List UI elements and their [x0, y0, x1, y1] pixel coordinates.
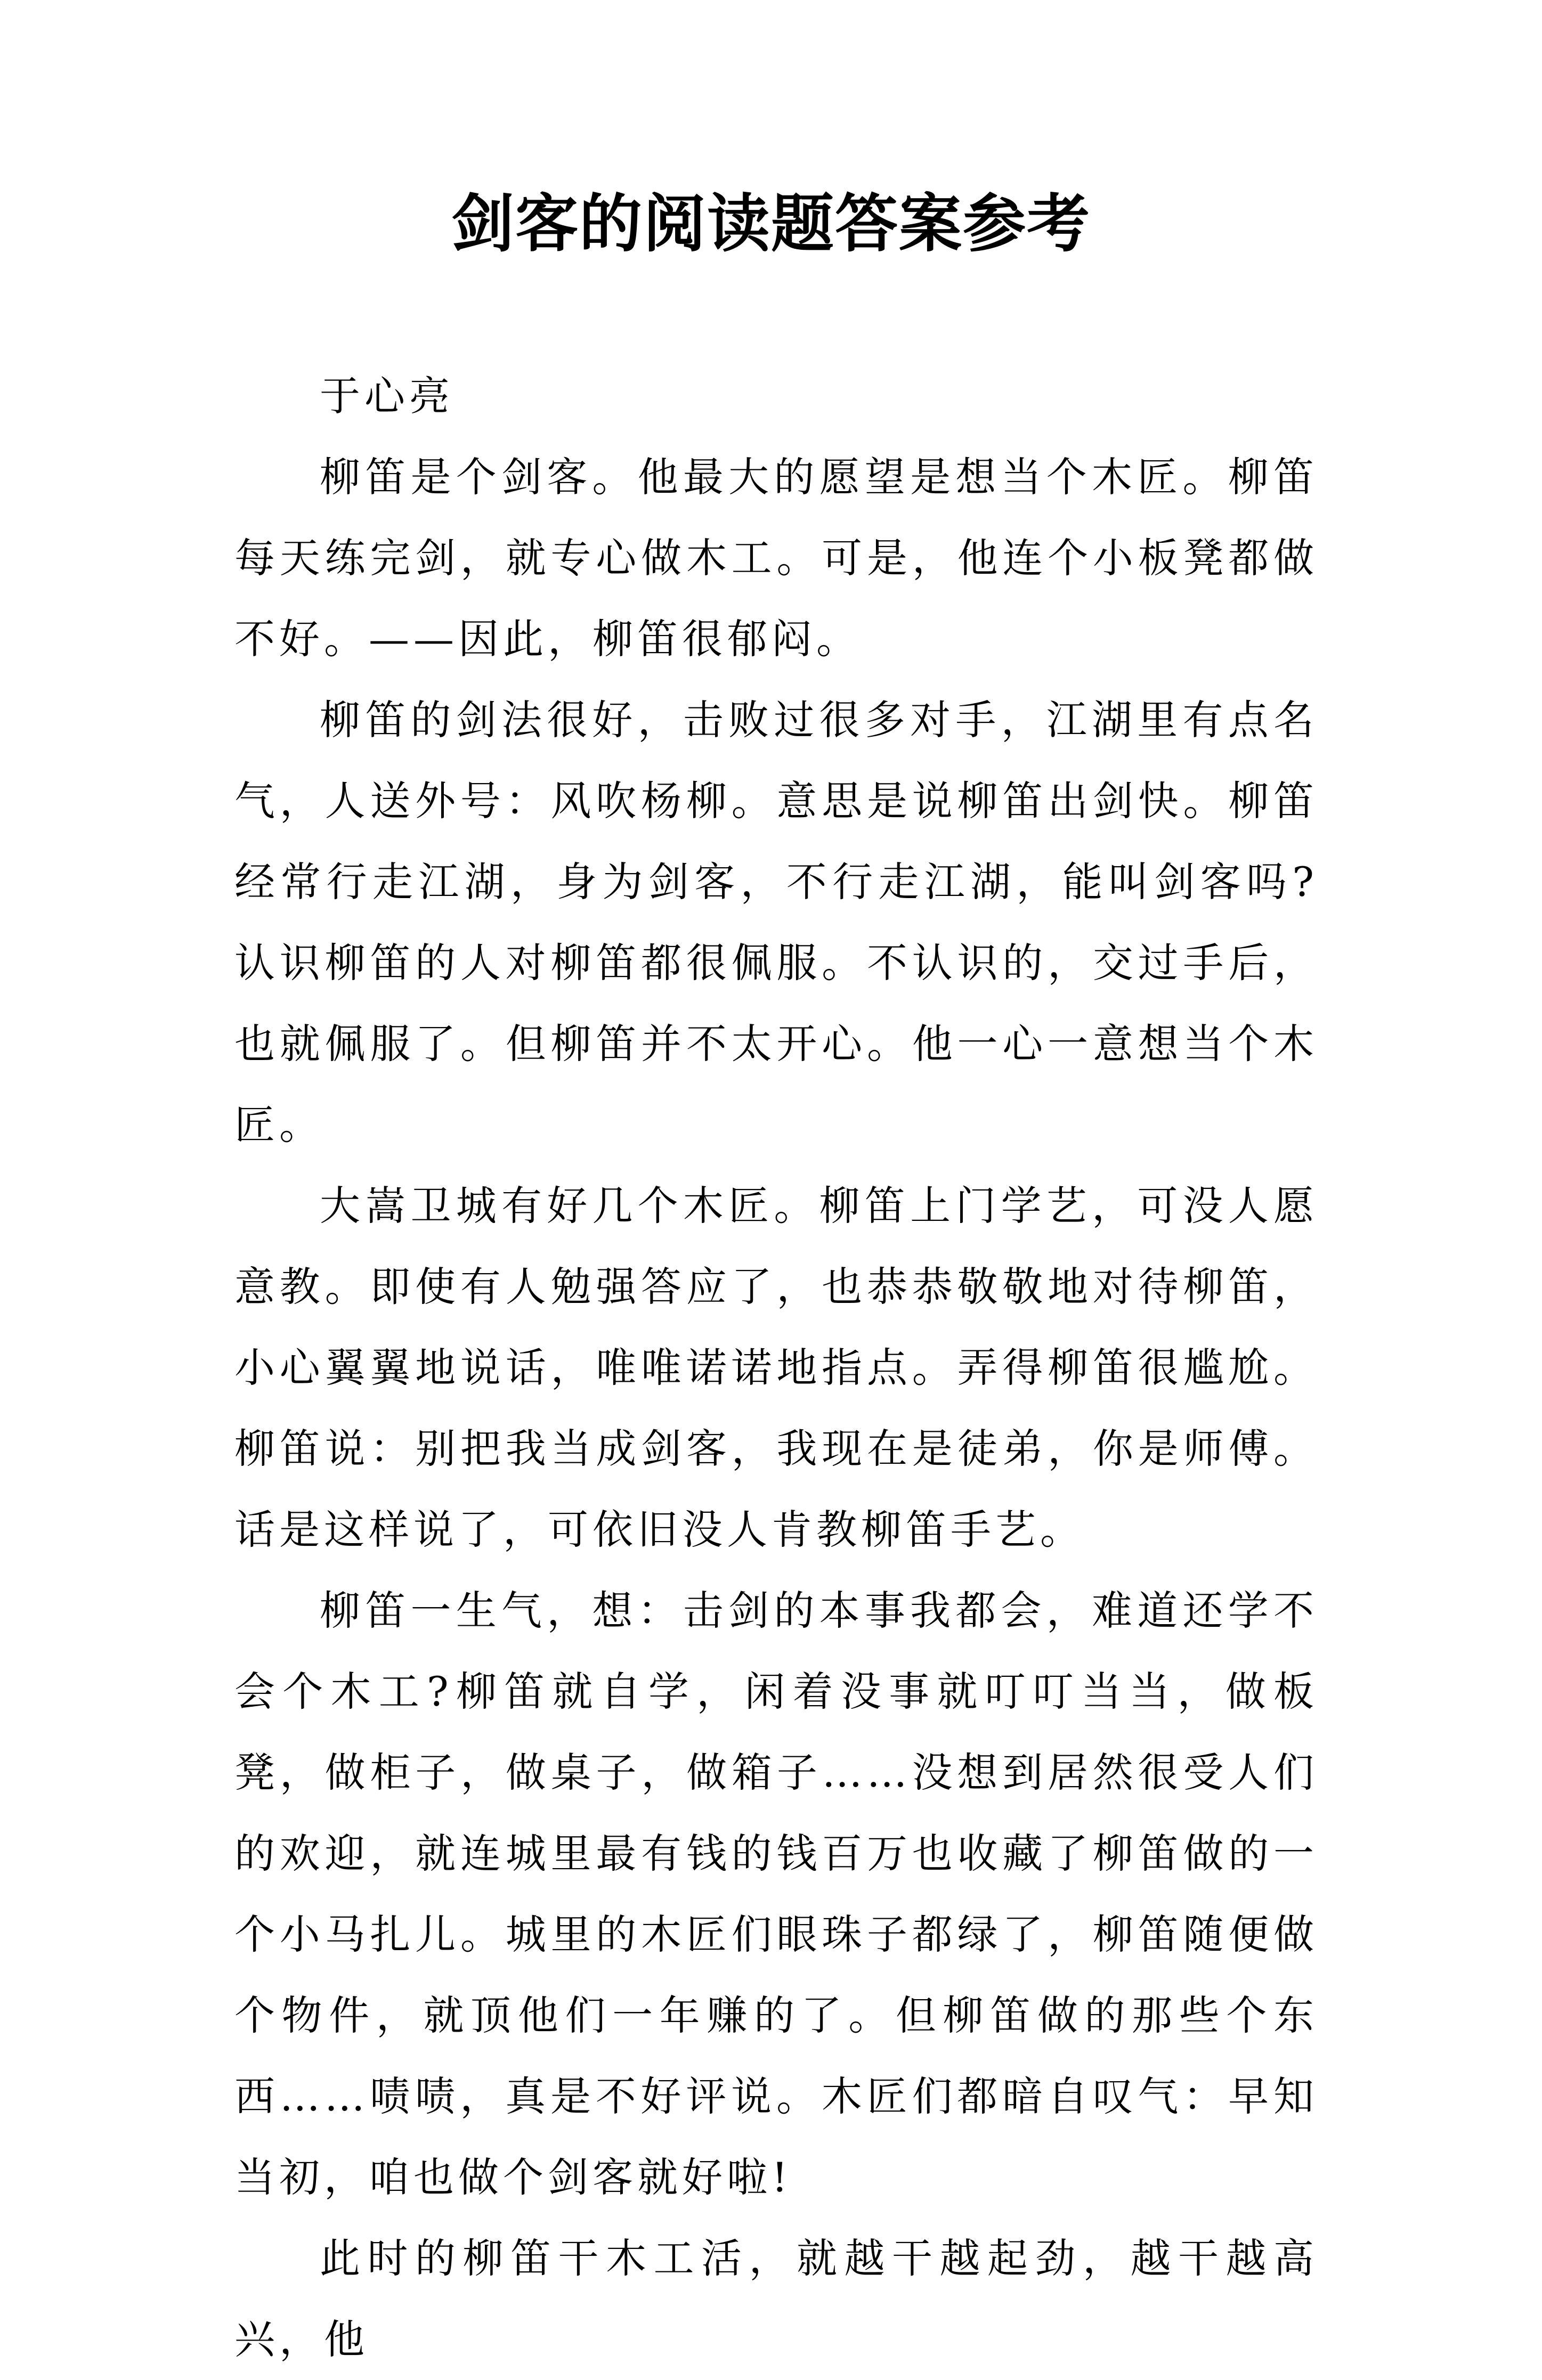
paragraph: 柳笛的剑法很好，击败过很多对手，江湖里有点名气，人送外号：风吹杨柳。意思是说柳笛出剑快。柳笛经常行走江湖，身为剑客，不行走江湖，能叫剑客吗?认识柳笛的人对柳笛都很佩服。不认识的，交过手后，也就佩服了。但柳笛并不太开心。他一心一意想当个木匠。: [234, 696, 1318, 1148]
document-title: 剑客的阅读题答案参考: [451, 186, 1091, 260]
paragraph: 此时的柳笛干木工活，就越干越起劲，越干越高兴，他: [234, 2235, 1318, 2363]
paragraph: 柳笛是个剑客。他最大的愿望是想当个木匠。柳笛每天练完剑，就专心做木工。可是，他连个小板凳都做不好。——因此，柳笛很郁闷。: [234, 453, 1318, 663]
paragraph: 大嵩卫城有好几个木匠。柳笛上门学艺，可没人愿意教。即使有人勉强答应了，也恭恭敬敬地对待柳笛，小心翼翼地说话，唯唯诺诺地指点。弄得柳笛很尴尬。柳笛说：别把我当成剑客，我现在是徒弟，你是师傅。话是这样说了，可依旧没人肯教柳笛手艺。: [234, 1182, 1318, 1553]
paragraph: 柳笛一生气，想：击剑的本事我都会，难道还学不会个木工?柳笛就自学，闲着没事就叮叮当当，做板凳，做柜子，做桌子，做箱子……没想到居然很受人们的欢迎，就连城里最有钱的钱百万也收藏了柳笛做的一个小马扎儿。城里的木匠们眼珠子都绿了，柳笛随便做个物件，就顶他们一年赚的了。但柳笛做的那些个东西……啧啧，真是不好评说。木匠们都暗自叹气：早知当初，咱也做个剑客就好啦!: [234, 1587, 1318, 2201]
document-body: [234, 356, 1318, 2380]
author-line: 于心亮: [320, 372, 454, 420]
